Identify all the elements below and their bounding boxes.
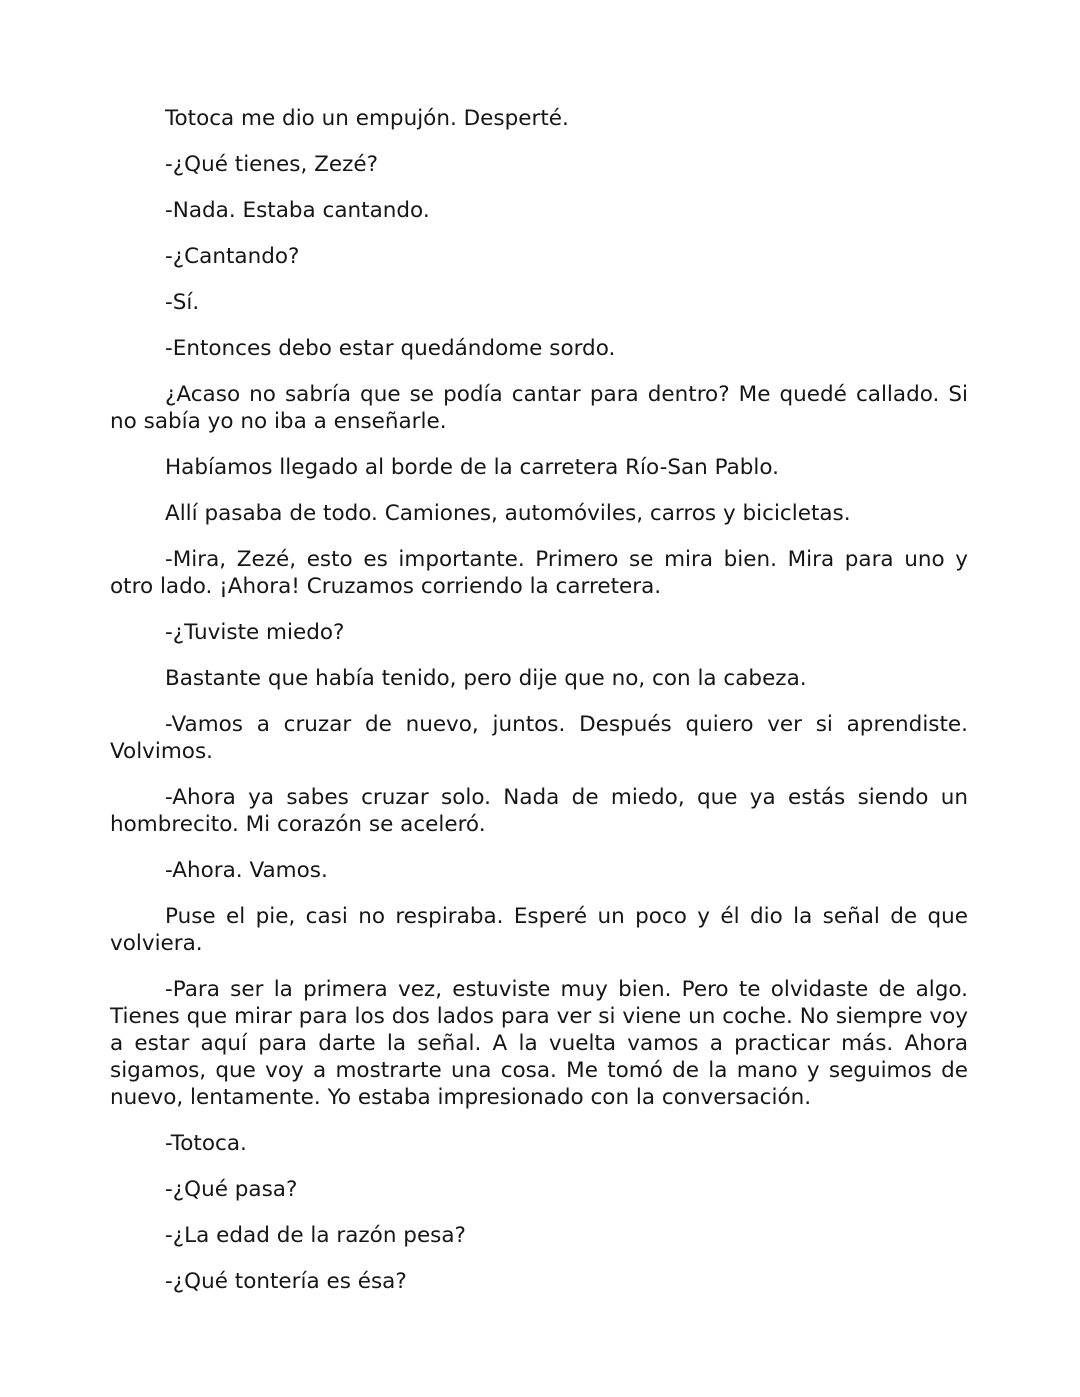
- body-paragraph: -Para ser la primera vez, estuviste muy bien. Pero te olvidaste de algo. Tienes que mirar para los dos lados para ver si viene un coche. No siempre voy a estar aquí para darte la señal. A la vuelta vamos a practicar más. Ahora sigamos, que voy a mostrarte una cosa. Me tomó de la mano y seguimos de nuevo, lentamente. Yo estaba impresionado con la conversación.: [110, 977, 968, 1110]
- body-paragraph: -Totoca.: [165, 1131, 247, 1156]
- body-paragraph: Habíamos llegado al borde de la carretera Río-San Pablo.: [165, 455, 780, 480]
- body-paragraph: -¿La edad de la razón pesa?: [165, 1223, 466, 1248]
- body-paragraph: -Vamos a cruzar de nuevo, juntos. Después quiero ver si aprendiste. Volvimos.: [110, 712, 968, 764]
- body-paragraph: Totoca me dio un empujón. Desperté.: [165, 106, 569, 131]
- body-paragraph: -¿Cantando?: [165, 244, 300, 269]
- body-paragraph: -Sí.: [165, 290, 200, 315]
- body-paragraph: -Entonces debo estar quedándome sordo.: [165, 336, 616, 361]
- body-paragraph: Bastante que había tenido, pero dije que no, con la cabeza.: [165, 666, 807, 691]
- body-paragraph: -¿Qué pasa?: [165, 1177, 298, 1202]
- body-text-column: [110, 105, 968, 1295]
- body-paragraph: -¿Qué tontería es ésa?: [165, 1269, 407, 1294]
- body-paragraph: -¿Qué tienes, Zezé?: [165, 152, 379, 177]
- body-paragraph: -¿Tuviste miedo?: [165, 620, 345, 645]
- body-paragraph: -Nada. Estaba cantando.: [165, 198, 430, 223]
- body-paragraph: -Mira, Zezé, esto es importante. Primero se mira bien. Mira para uno y otro lado. ¡Ahora! Cruzamos corriendo la carretera.: [110, 547, 968, 599]
- body-paragraph: ¿Acaso no sabría que se podía cantar para dentro? Me quedé callado. Si no sabía yo no iba a enseñarle.: [110, 382, 968, 434]
- body-paragraph: Puse el pie, casi no respiraba. Esperé un poco y él dio la señal de que volviera.: [110, 904, 968, 956]
- body-paragraph: Allí pasaba de todo. Camiones, automóviles, carros y bicicletas.: [165, 501, 851, 526]
- body-paragraph: -Ahora ya sabes cruzar solo. Nada de miedo, que ya estás siendo un hombrecito. Mi corazón se aceleró.: [110, 785, 968, 837]
- body-paragraph: -Ahora. Vamos.: [165, 858, 328, 883]
